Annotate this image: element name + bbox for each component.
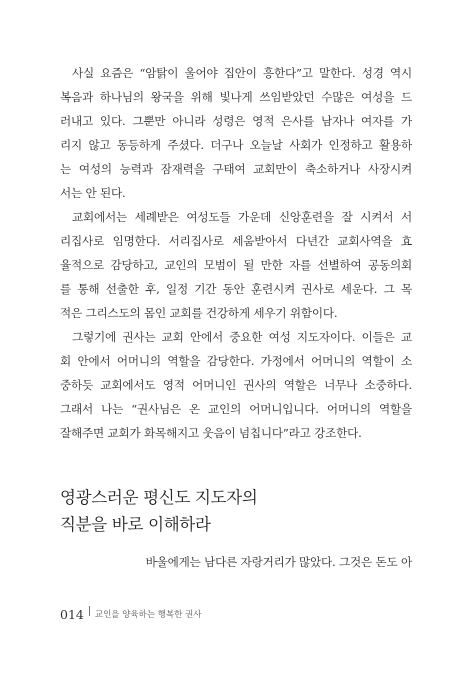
text-line: 중하듯 교회에서도 영적 어머니인 권사의 역할은 너무나 소중하다. bbox=[60, 378, 412, 392]
text-line: 그렇기에 권사는 교회 안에서 중요한 여성 지도자이다. 이들은 교 bbox=[72, 330, 412, 344]
text-line: 리집사로 임명한다. 서리집사로 세움받아서 다년간 교회사역을 효 bbox=[60, 234, 412, 248]
text-line: 서는 안 된다. bbox=[60, 186, 126, 200]
continuation-text: 바울에게는 남다른 자랑거리가 많았다. 그것은 돈도 아 bbox=[145, 555, 412, 569]
paragraph bbox=[60, 61, 412, 205]
text-line: 그래서 나는 “권사님은 온 교인의 어머니입니다. 어머니의 역할을 bbox=[60, 402, 412, 416]
text-line: 회 안에서 어머니의 역할을 감당한다. 가정에서 어머니의 역할이 소 bbox=[60, 354, 412, 368]
text-line: 를 통해 선출한 후, 일정 기간 동안 훈련시켜 권사로 세운다. 그 목 bbox=[60, 282, 412, 296]
page-footer bbox=[60, 604, 202, 624]
section-heading bbox=[60, 484, 412, 538]
footer-divider bbox=[89, 606, 90, 616]
text-line: 리지 않고 동등하게 주셨다. 더구나 오늘날 사회가 인정하고 활용하 bbox=[60, 138, 412, 152]
text-line: 러내고 있다. 그뿐만 아니라 성령은 영적 은사를 남자나 여자를 가 bbox=[60, 114, 412, 128]
text-line: 사실 요즘은 “암탉이 울어야 집안이 흥한다”고 말한다. 성경 역시 bbox=[72, 66, 412, 80]
text-line: 율적으로 감당하고, 교인의 모범이 될 만한 자를 선별하여 공동의회 bbox=[60, 258, 412, 272]
text-line: 는 여성의 능력과 잠재력을 구태여 교회만이 축소하거나 사장시켜 bbox=[60, 162, 412, 176]
page-number: 014 bbox=[60, 606, 84, 622]
section-heading-line: 직분을 바로 이해하라 bbox=[60, 515, 211, 534]
body-text bbox=[60, 61, 412, 445]
text-line: 복음과 하나님의 왕국을 위해 빛나게 쓰임받았던 수많은 여성을 드 bbox=[60, 90, 412, 104]
text-line: 잘해주면 교회가 화목해지고 웃음이 넘칩니다”라고 강조한다. bbox=[60, 426, 362, 440]
running-title: 교인을 양육하는 행복한 권사 bbox=[94, 610, 202, 620]
section-heading-line: 영광스러운 평신도 지도자의 bbox=[60, 488, 258, 507]
text-line: 적은 그리스도의 몸인 교회를 건강하게 세우기 위함이다. bbox=[60, 306, 338, 320]
paragraph bbox=[60, 205, 412, 325]
text-line: 교회에서는 세례받은 여성도들 가운데 신앙훈련을 잘 시켜서 서 bbox=[72, 210, 412, 224]
paragraph bbox=[60, 325, 412, 445]
